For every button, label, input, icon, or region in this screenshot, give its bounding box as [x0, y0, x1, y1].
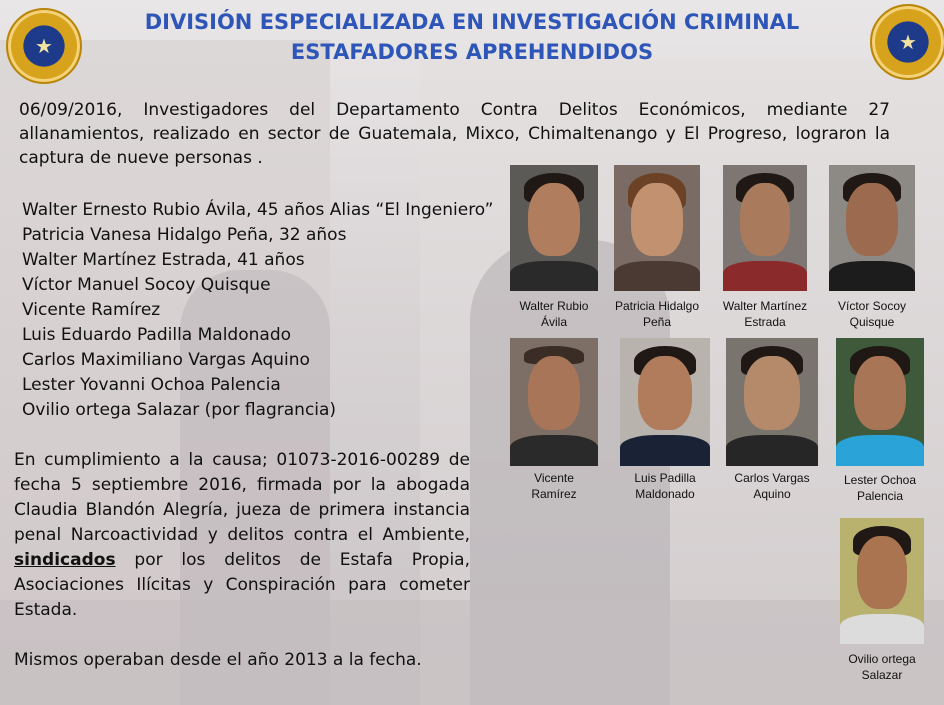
suspect-name-list — [22, 198, 493, 423]
suspect-photo — [510, 165, 598, 291]
cause-paragraph: En cumplimiento a la causa; 01073-2016-00289 de fecha 5 septiembre 2016, firmada por la abogada Claudia Blandón Alegría, jueza de primera instancia penal Narcoactividad y delitos contra el Ambiente, sindicados por los delitos de Estafa Propia, Asociaciones Ilícitas y Conspiración para cometer Estada. — [14, 450, 470, 620]
suspect-caption: Patricia Hidalgo Peña — [614, 299, 700, 329]
suspect-caption: Carlos Vargas Aquino — [734, 471, 810, 501]
suspect-caption: Walter Martínez Estrada — [722, 299, 808, 329]
suspect-caption: Luis Padilla Maldonado — [634, 471, 696, 501]
list-item: Lester Yovanni Ochoa Palencia — [22, 375, 281, 395]
suspect-caption: Ovilio ortega Salazar — [848, 652, 916, 682]
closing-statement: Mismos operaban desde el año 2013 a la fecha. — [14, 650, 422, 670]
suspect-photo — [614, 165, 700, 291]
suspect-photo — [840, 518, 924, 644]
page-subtitle: ESTAFADORES APREHENDIDOS — [290, 40, 654, 64]
suspect-caption: Walter Rubio Ávila — [519, 299, 589, 329]
list-item: Walter Ernesto Rubio Ávila, 45 años Alias “El Ingeniero” — [22, 200, 494, 220]
suspect-photo — [723, 165, 807, 291]
suspect-photo — [510, 338, 598, 466]
emphasis-text: sindicados — [14, 550, 116, 570]
suspect-caption: Víctor Socoy Quisque — [837, 299, 907, 329]
suspect-photo — [726, 338, 818, 466]
list-item: Carlos Maximiliano Vargas Aquino — [22, 350, 310, 370]
list-item: Luis Eduardo Padilla Maldonado — [22, 325, 292, 345]
suspect-photo — [620, 338, 710, 466]
suspect-photo — [829, 165, 915, 291]
suspect-caption: Vicente Ramírez — [531, 471, 577, 501]
list-item: Ovilio ortega Salazar (por flagrancia) — [22, 400, 337, 420]
suspect-caption: Lester Ochoa Palencia — [843, 473, 917, 503]
list-item: Walter Martínez Estrada, 41 años — [22, 250, 305, 270]
page-title: DIVISIÓN ESPECIALIZADA EN INVESTIGACIÓN CRIMINAL — [144, 10, 800, 34]
list-item: Víctor Manuel Socoy Quisque — [22, 275, 271, 295]
list-item: Patricia Vanesa Hidalgo Peña, 32 años — [22, 225, 347, 245]
police-seal-icon: ★ — [6, 8, 82, 84]
list-item: Vicente Ramírez — [22, 300, 161, 320]
suspect-photo — [836, 338, 924, 466]
intro-paragraph: 06/09/2016, Investigadores del Departamento Contra Delitos Económicos, mediante 27 allanamientos, realizado en sector de Guatemala, Mixco, Chimaltenango y El Progreso, lograron la captura de nueve personas . — [19, 100, 890, 168]
police-seal-icon: ★ — [870, 4, 944, 80]
